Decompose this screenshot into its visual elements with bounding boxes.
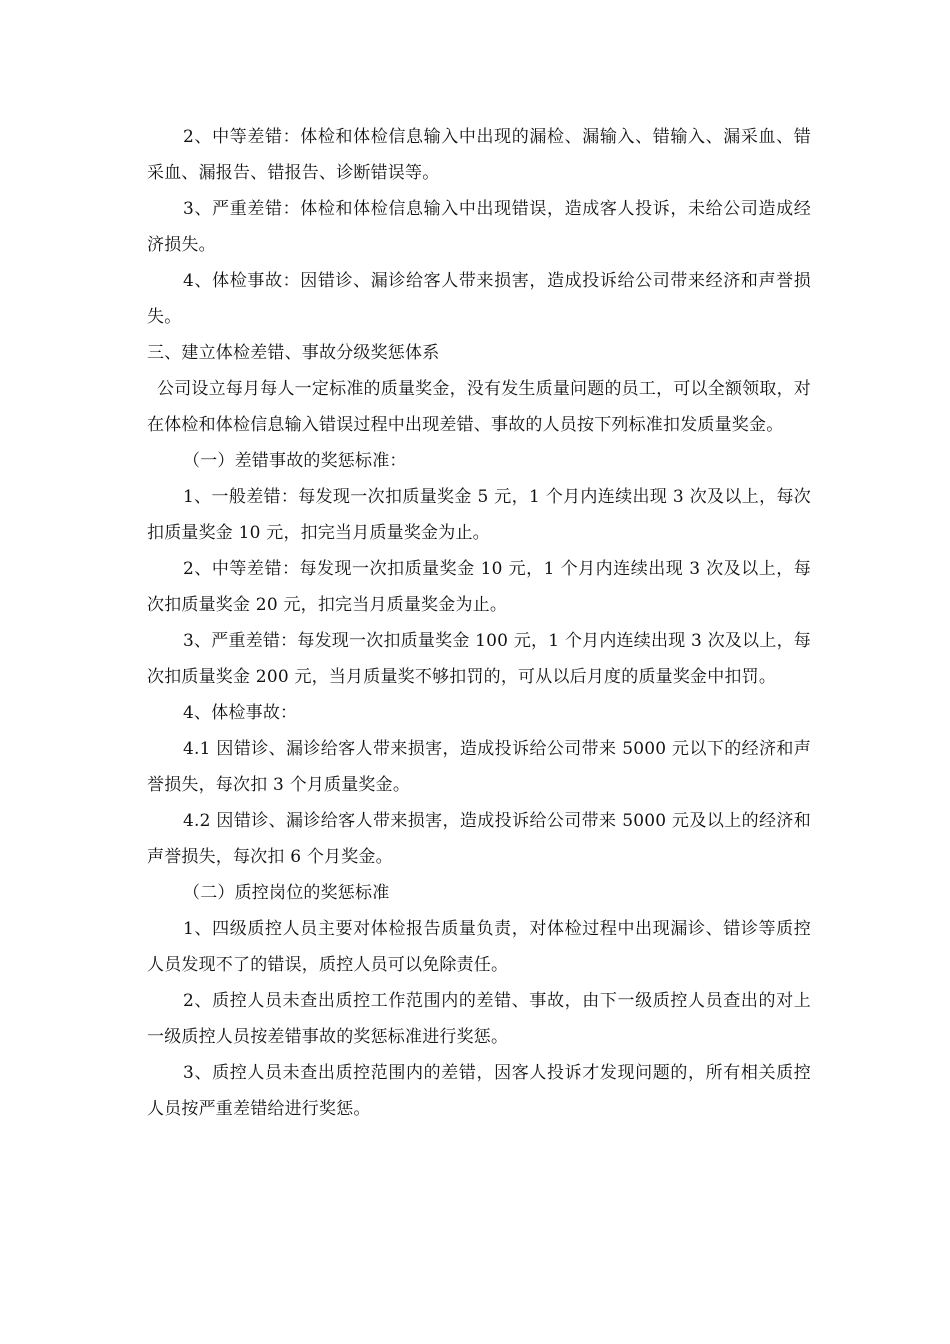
paragraph-serious-error-definition: 3、严重差错：体检和体检信息输入中出现错误，造成客人投诉，未给公司造成经济损失。 [147,199,811,255]
subheading-qc-position-standards: （二）质控岗位的奖惩标准 [183,883,390,903]
paragraph-accident-heading: 4、体检事故： [183,703,298,723]
paragraph-serious-error-penalty: 3、严重差错：每发现一次扣质量奖金 100 元，1 个月内连续出现 3 次及以上，每次扣质量奖金 200 元，当月质量奖不够扣罚的，可从以后月度的质量奖金中扣罚。 [147,631,811,687]
paragraph-level-four-qc: 1、四级质控人员主要对体检报告质量负责，对体检过程中出现漏诊、错诊等质控人员发现不了的错误，质控人员可以免除责任。 [147,919,811,975]
section-heading-reward-punishment-system: 三、建立体检差错、事故分级奖惩体系 [147,343,440,363]
paragraph-qc-customer-complaint: 3、质控人员未查出质控范围内的差错，因客人投诉才发现问题的，所有相关质控人员按严重差错给进行奖惩。 [147,1063,811,1119]
document-body [147,119,811,1127]
paragraph-moderate-error-penalty: 2、中等差错：每发现一次扣质量奖金 10 元，1 个月内连续出现 3 次及以上，每次扣质量奖金 20 元，扣完当月质量奖金为止。 [147,559,811,615]
paragraph-accident-under-5000: 4.1 因错诊、漏诊给客人带来损害，造成投诉给公司带来 5000 元以下的经济和声誉损失，每次扣 3 个月质量奖金。 [147,739,811,795]
paragraph-general-error-penalty: 1、一般差错：每发现一次扣质量奖金 5 元，1 个月内连续出现 3 次及以上，每次扣质量奖金 10 元，扣完当月质量奖金为止。 [147,487,811,543]
paragraph-quality-bonus-intro: 公司设立每月每人一定标准的质量奖金，没有发生质量问题的员工，可以全额领取，对在体检和体检信息输入错误过程中出现差错、事故的人员按下列标准扣发质量奖金。 [147,379,811,435]
paragraph-qc-missed-errors: 2、质控人员未查出质控工作范围内的差错、事故，由下一级质控人员查出的对上一级质控人员按差错事故的奖惩标准进行奖惩。 [147,991,811,1047]
paragraph-accident-definition: 4、体检事故：因错诊、漏诊给客人带来损害，造成投诉给公司带来经济和声誉损失。 [147,271,811,327]
paragraph-moderate-error-definition: 2、中等差错：体检和体检信息输入中出现的漏检、漏输入、错输入、漏采血、错采血、漏报告、错报告、诊断错误等。 [147,127,811,183]
paragraph-accident-5000-and-above: 4.2 因错诊、漏诊给客人带来损害，造成投诉给公司带来 5000 元及以上的经济和声誉损失，每次扣 6 个月奖金。 [147,811,811,867]
subheading-error-accident-standards: （一）差错事故的奖惩标准： [183,451,407,471]
